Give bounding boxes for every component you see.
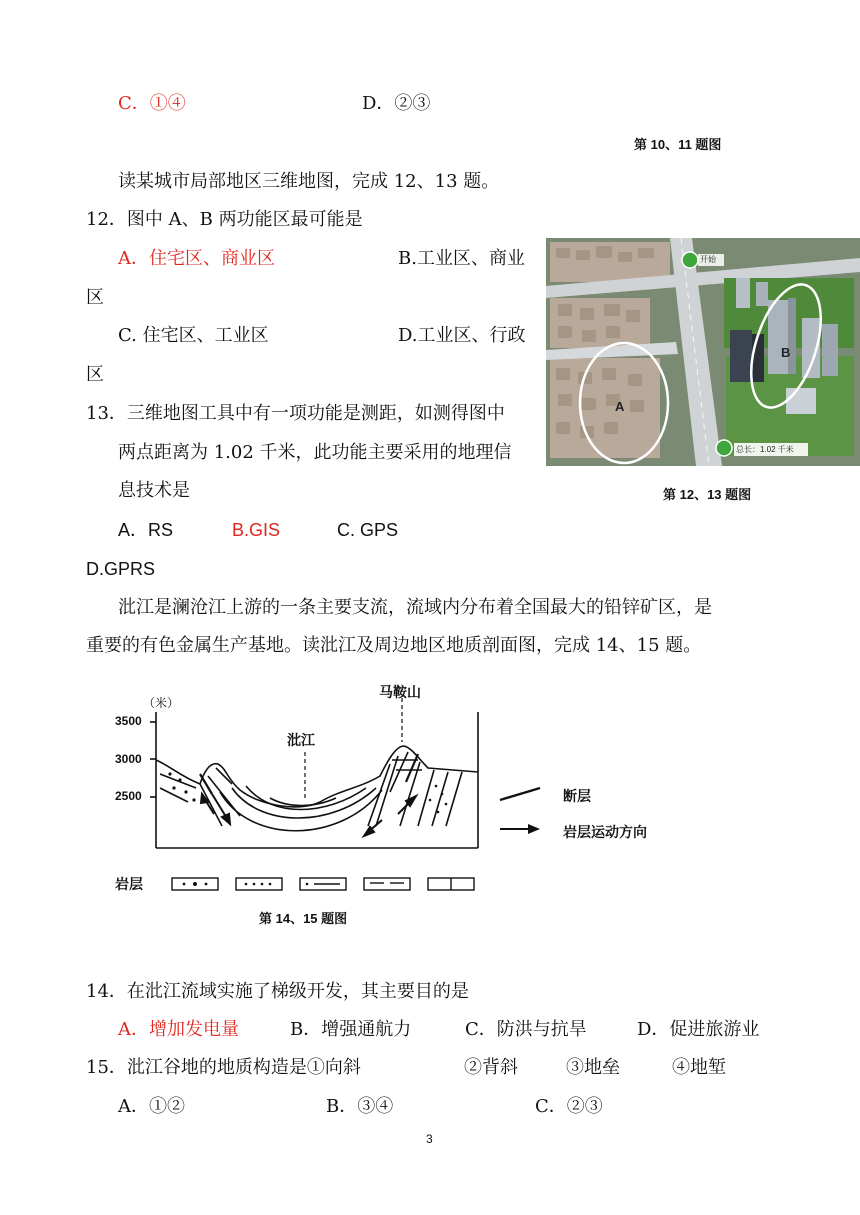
legend-fault-label: 断层 (563, 788, 591, 804)
q14-option-b: B．增强通航力 (290, 1019, 412, 1040)
q12-stem: 12．图中 A、B 两功能区最可能是 (86, 209, 363, 230)
intro-14-15-line1: 沘江是澜沧江上游的一条主要支流，流域内分布着全国最大的铅锌矿区，是 (118, 597, 712, 618)
q12-option-a: A．住宅区、商业区 (118, 248, 275, 269)
q12-option-d-cont: 区 (86, 364, 104, 385)
q15-choice-2: ②背斜 (464, 1057, 518, 1078)
q15-option-c: C．②③ (535, 1096, 603, 1117)
q14-option-d: D．促进旅游业 (637, 1019, 760, 1040)
diagram-tick-3000: 3000 (115, 752, 142, 766)
q11-option-d: D．②③ (362, 93, 431, 114)
q13-stem-line3: 息技术是 (118, 480, 190, 501)
q14-stem: 14．在沘江流域实施了梯级开发，其主要目的是 (86, 981, 469, 1002)
q11-option-c: C．①④ (118, 93, 186, 114)
map-distance-label: 总长：1.02 千米 (736, 445, 794, 454)
q13-option-d: D.GPRS (86, 559, 156, 579)
q15-option-b: B．③④ (326, 1096, 394, 1117)
q12-option-c: C. 住宅区、工业区 (118, 325, 269, 346)
city-3d-map (546, 238, 860, 466)
map-label-a: A (615, 399, 625, 414)
q12-option-b: B.工业区、商业 (398, 248, 525, 269)
q13-stem-line2: 两点距离为 1.02 千米，此功能主要采用的地理信 (118, 442, 512, 463)
q15-stem: 15．沘江谷地的地质构造是①向斜 (86, 1057, 361, 1078)
q13-option-c: C. GPS (337, 520, 399, 540)
q12-option-b-cont: 区 (86, 287, 104, 308)
caption-14-15: 第 14、15 题图 (259, 911, 348, 926)
q13-option-a: A．RS (118, 520, 174, 540)
strata-legend-label: 岩层 (115, 876, 143, 892)
q13-option-b: B.GIS (232, 520, 281, 540)
q15-choice-4: ④地堑 (672, 1057, 726, 1078)
legend-motion-label: 岩层运动方向 (563, 824, 647, 840)
q13-stem-line1: 13．三维地图工具中有一项功能是测距，如测得图中 (86, 403, 505, 424)
intro-14-15-line2: 重要的有色金属生产基地。读沘江及周边地区地质剖面图，完成 14、15 题。 (86, 635, 702, 656)
diagram-tick-2500: 2500 (115, 789, 142, 803)
page-number: 3 (426, 1132, 433, 1146)
q15-choice-3: ③地垒 (566, 1057, 620, 1078)
diagram-river-label: 沘江 (287, 732, 315, 748)
diagram-mountain-label: 马鞍山 (379, 684, 421, 700)
q14-option-a: A．增加发电量 (118, 1019, 239, 1040)
map-start-label: 开始 (700, 255, 716, 264)
diagram-tick-3500: 3500 (115, 714, 142, 728)
caption-10-11: 第 10、11 题图 (634, 137, 722, 152)
q12-option-d: D.工业区、行政 (398, 325, 526, 346)
diagram-unit-label: （米） (143, 696, 180, 710)
q15-option-a: A．①② (118, 1096, 185, 1117)
caption-12-13: 第 12、13 题图 (663, 487, 752, 502)
intro-12-13: 读某城市局部地区三维地图，完成 12、13 题。 (118, 171, 500, 192)
q14-option-c: C．防洪与抗旱 (465, 1019, 587, 1040)
map-label-b: B (781, 345, 791, 360)
